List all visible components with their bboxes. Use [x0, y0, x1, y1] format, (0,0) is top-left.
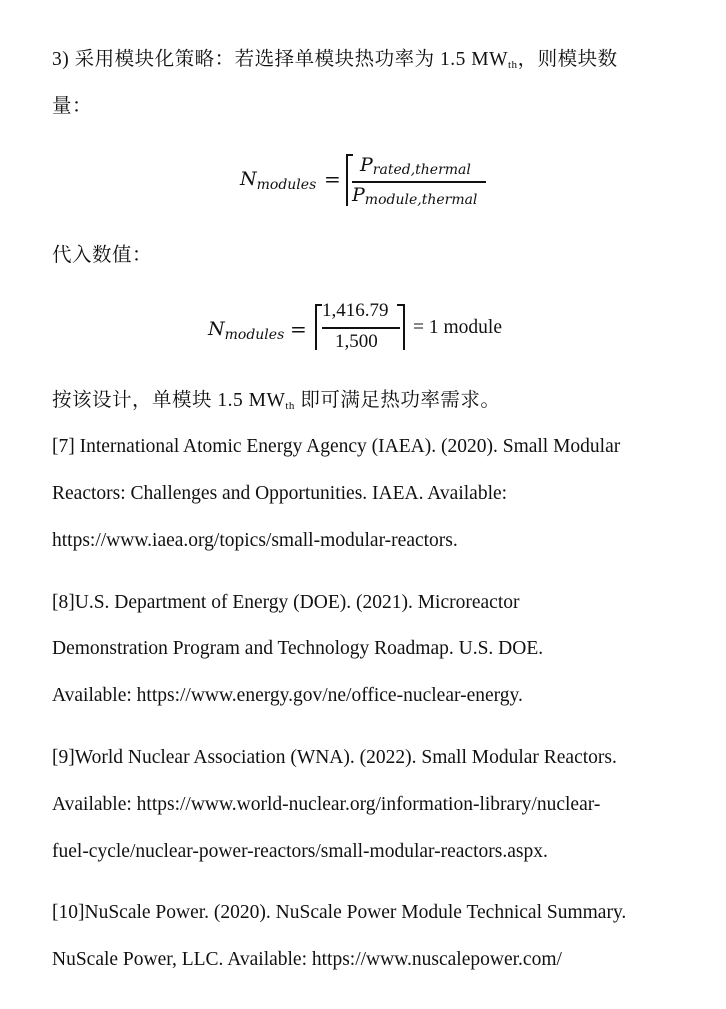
conclusion-prefix: 按该设计，单模块 1.5 MW	[52, 390, 286, 411]
step3-line2	[52, 95, 702, 119]
conclusion-sub: th	[285, 400, 295, 412]
formula1-den-p: P	[352, 184, 365, 206]
step3-prefix: 3) 采用模块化策略：若选择单模块热功率为 1.5 MW	[52, 49, 508, 70]
step3-sub: th	[508, 59, 518, 71]
formula1-num-p: P	[360, 154, 373, 176]
reference-line: https://www.iaea.org/topics/small-modular-reactors.	[52, 530, 458, 551]
reference-line: Demonstration Program and Technology Roadmap. U.S. DOE.	[52, 638, 544, 659]
formula2-den: 1,500	[335, 331, 378, 352]
formula-1	[0, 150, 726, 220]
formula2-eq: =	[290, 317, 307, 341]
conclusion-line	[52, 389, 702, 418]
formula2-n-sub: modules	[224, 327, 285, 343]
formula1-eq: =	[324, 167, 341, 191]
conclusion-suffix: 即可满足热功率需求。	[294, 390, 501, 411]
formula1-n-sub: modules	[256, 177, 317, 193]
step3-line1	[52, 48, 702, 77]
substitute-label: 代入数值：	[52, 245, 153, 266]
reference-line: [9]World Nuclear Association (WNA). (2022). Small Modular Reactors.	[52, 747, 617, 768]
reference-line: [7] International Atomic Energy Agency (IAEA). (2020). Small Modular	[52, 436, 621, 457]
formula1-n: N	[240, 168, 257, 190]
formula2-fraction-bar	[322, 327, 400, 329]
reference-line: fuel-cycle/nuclear-power-reactors/small-modular-reactors.aspx.	[52, 841, 548, 862]
step3-cont: 量：	[52, 96, 93, 117]
formula1-fraction-bar	[352, 181, 486, 183]
reference-line: Available: https://www.world-nuclear.org/information-library/nuclear-	[52, 794, 601, 815]
formula1-den-sub: module,thermal	[364, 192, 478, 208]
formula2-n: N	[208, 318, 225, 340]
reference-line: NuScale Power, LLC. Available: https://www.nuscalepower.com/	[52, 949, 562, 970]
step3-suffix: ，则模块数	[517, 49, 618, 70]
reference-line: Reactors: Challenges and Opportunities. IAEA. Available:	[52, 483, 508, 504]
formula2-result: = 1 module	[413, 317, 502, 338]
reference-line: [10]NuScale Power. (2020). NuScale Power Module Technical Summary.	[52, 902, 627, 923]
formula-2	[0, 296, 726, 360]
formula2-num: 1,416.79	[322, 300, 389, 321]
formula1-num-sub: rated,thermal	[372, 162, 471, 178]
reference-line: Available: https://www.energy.gov/ne/office-nuclear-energy.	[52, 685, 523, 706]
reference-line: [8]U.S. Department of Energy (DOE). (2021). Microreactor	[52, 592, 520, 613]
